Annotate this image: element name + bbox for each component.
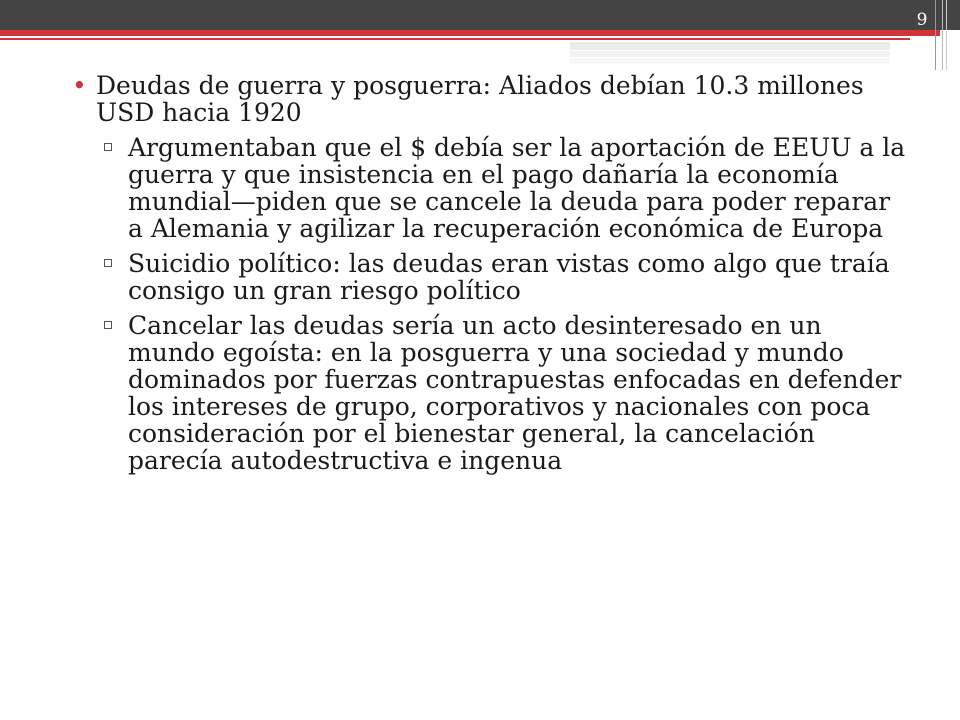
page-number: 9 [916,10,928,30]
decorative-stripe [570,58,890,64]
square-bullet-icon [104,321,112,329]
decorative-vertical-line [935,0,936,70]
sub-bullet-text: Cancelar las deudas sería un acto desinteresado en un mundo egoísta: en la posguerra y una sociedad y mundo dominados por fuerzas contrapuestas enfocadas en defender los intereses de grupo, corporativos y nacionales con poca consideración por el bienestar general, la cancelación parecía autodestructiva e ingenua [128,311,902,475]
sub-bullet-text: Argumentaban que el $ debía ser la aportación de EEUU a la guerra y que insistencia en el pago dañaría la economía mundial—piden que se cancele la deuda para poder reparar a Alemania y agilizar la recuperación económica de Europa [128,133,906,243]
decorative-vertical-line [942,0,943,70]
square-bullet-icon [104,143,112,151]
main-bullet [72,72,912,126]
accent-line [0,30,940,36]
bullet-dot-icon: • [72,71,87,100]
slide-content [72,72,912,482]
decorative-stripe [570,42,890,50]
sub-bullet-list [72,134,912,474]
decorative-stripe [570,51,890,57]
sub-bullet [72,134,912,242]
square-bullet-icon [104,259,112,267]
sub-bullet-text: Suicidio político: las deudas eran vistas como algo que traía consigo un gran riesgo político [128,249,890,305]
sub-bullet [72,250,912,304]
accent-line-thin [0,38,910,40]
top-bar [0,0,960,30]
decorative-vertical-line [946,0,947,70]
sub-bullet [72,312,912,474]
main-bullet-text: Deudas de guerra y posguerra: Aliados debían 10.3 millones USD hacia 1920 [96,71,864,127]
